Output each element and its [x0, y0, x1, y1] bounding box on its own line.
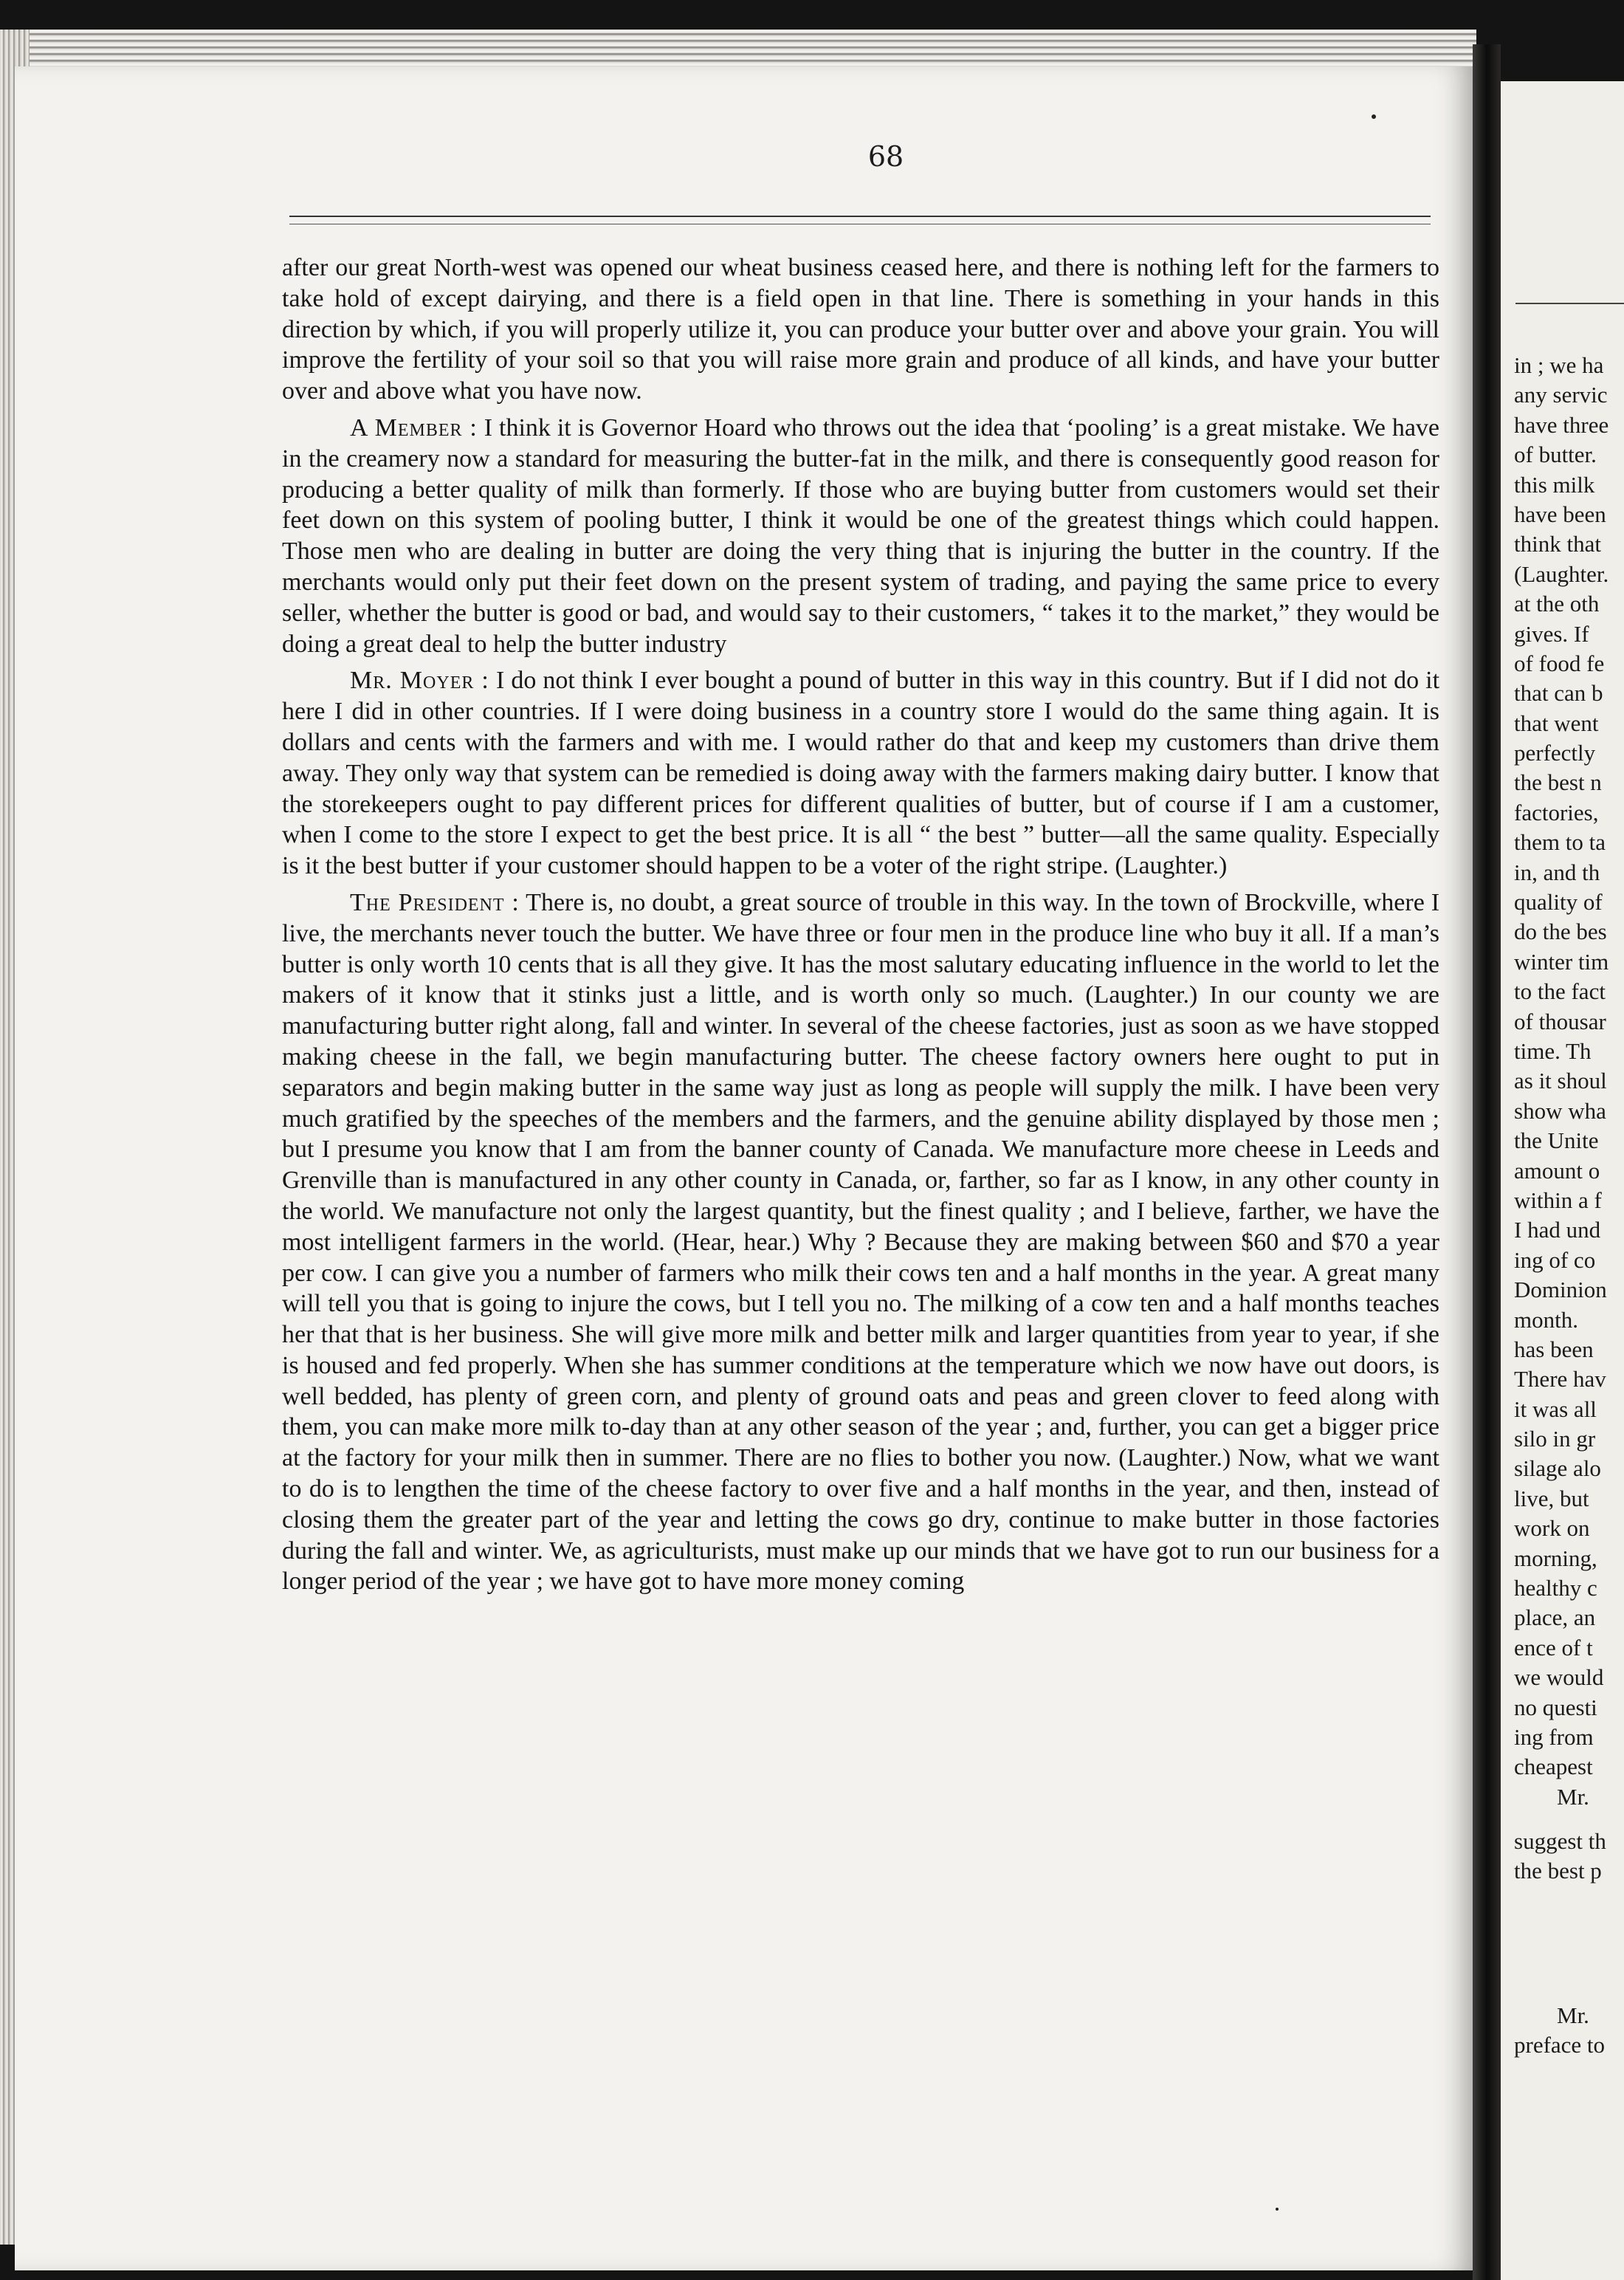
right-page-line: that can b [1514, 680, 1603, 707]
right-page-line: Mr. [1557, 1783, 1589, 1810]
right-page-line: of butter. [1514, 442, 1597, 468]
right-page-line: live, but [1514, 1485, 1589, 1511]
right-page-line: within a f [1514, 1187, 1602, 1213]
right-page-line: of thousar [1514, 1008, 1606, 1034]
right-page-line: the best p [1514, 1858, 1602, 1884]
right-page-line: quality of [1514, 889, 1603, 916]
right-page-line: morning, [1514, 1545, 1597, 1571]
right-page-line: Mr. [1557, 2002, 1589, 2028]
paragraph [282, 665, 1439, 882]
right-page-line: There hav [1514, 1366, 1606, 1393]
right-page-line: has been [1514, 1336, 1594, 1362]
right-page-line: at the oth [1514, 591, 1600, 617]
paragraph-text: There is, no doubt, a great source of trouble in this way. In the town of Brockville, where I live, the merchants never touch the butter. We have three or four men in the produce line who buy it all. If a man’s butter is only worth 10 cents that is all they give. It has the most salutary educating influence in the world to let the makers of it know that it stinks just a little, and is worth only so much. (Laughter.) In our county we are manufacturing butter right along, fall and winter. In several of the cheese factories, just as soon as we have stopped making cheese in the fall, we begin manufacturing butter. The cheese factory owners here ought to put in separators and begin making butter in the same way just as long as people will supply the milk. I have been very much gratified by the speeches of the members and the farmers, and the genuine ability displayed by those men ; but I presume you know that I am from the banner county of Canada. We manufacture more cheese in Leeds and Grenville than is manufactured in any other county in Canada, or, farther, so far as I know, in any other county in the world. We manufacture not only the largest quantity, but the finest quality ; and I believe, farther, we have the most intelligent farmers in the world. (Hear, hear.) Why ? Because they are making between $60 and $70 a year per cow. I can give you a number of farmers who milk their cows ten and a half months in the year. A great many will tell you that is going to injure the cows, but I tell you no. The milking of a cow ten and a half months teaches her that that is her business. She will give more milk and better milk and larger quantities from year to year, if she is housed and fed properly. When she has summer conditions at the temperature which we now have out doors, is well bedded, has plenty of green corn, and plenty of ground oats and peas and green clover to feed along with them, you can make more milk to-day than at any other season of the year ; and, further, you can get a bigger price at the factory for your milk then in summer. There are no flies to bother you now. (Laughter.) Now, what we want to do is to lengthen the time of the cheese factory to over five and a half months in the year, and then, instead of closing them the greater part of the year and letting the cows go dry, continue to make butter in those factories during the fall and winter. We, as agriculturists, must make up our minds that we have got to run our business for a longer period of the year ; we have got to have more money coming [282, 888, 1440, 1596]
right-page-line: them to ta [1514, 829, 1606, 856]
right-page-line: to the fact [1514, 978, 1606, 1005]
paragraph [282, 887, 1439, 1597]
right-page-line: suggest th [1514, 1827, 1606, 1854]
right-page-line: that went [1514, 710, 1599, 736]
right-page-line: amount o [1514, 1157, 1600, 1184]
right-page-line: any servic [1514, 382, 1608, 408]
right-page-rule [1515, 303, 1624, 304]
right-page-line: think that [1514, 531, 1601, 557]
right-page-line: ing from [1514, 1723, 1594, 1750]
paragraph-text: I think it is Governor Hoard who throws out the idea that ‘pooling’ is a great mistake. We have in the creamery now a standard for measuring the butter-fat in the milk, and there is consequently good reason for producing a better quality of milk than formerly. If those who are buying butter from customers would set their feet down on this system of pooling butter, I think it would be one of the greatest things which could happen. Those men who are dealing in butter are doing the very thing that is injuring the butter in the country. If the merchants would only put their feet down on the present system of trading, and paying the same price to every seller, whether the butter is good or bad, and would say to their customers, “ takes it to the market,” they would be doing a great deal to help the butter industry [282, 413, 1440, 658]
right-page-lines [1514, 351, 1624, 2060]
right-page-line: cheapest [1514, 1754, 1593, 1780]
right-page-line: as it shoul [1514, 1068, 1607, 1094]
scan-speck [1276, 2208, 1279, 2211]
right-page-line: factories, [1514, 799, 1599, 825]
paragraph [282, 253, 1439, 407]
paragraph-text: after our great North-west was opened our wheat business ceased here, and there is nothing left for the farmers to take hold of except dairying, and there is a field open in that line. There is something in your hands in this direction by which, if you will properly utilize it, you can produce your butter over and above your grain. You will improve the fertility of your soil so that you will raise more grain and produce of all kinds, and have your butter over and above what you have now. [282, 254, 1439, 405]
right-page-line: we would [1514, 1664, 1604, 1691]
right-page-line: do the bes [1514, 918, 1607, 945]
right-page-line: the best n [1514, 769, 1602, 796]
text-column [282, 253, 1439, 1603]
right-page-line: healthy c [1514, 1575, 1597, 1601]
right-page-line: silo in gr [1514, 1426, 1596, 1452]
header-rule [289, 216, 1431, 224]
paragraph-text: I do not think I ever bought a pound of butter in this way in this country. But if I did not do it here I did in other countries. If I were doing business in a country store I would do the same thing again. It is dollars and cents with the farmers and with me. I would rather do that and keep my customers than drive them away. They only way that system can be remedied is doing away with the farmers making dairy butter. I know that the storekeepers ought to pay different prices for different qualities of butter, but of course if I am a customer, when I come to the store I expect to get the best price. It is all “ the best ” butter—all the same quality. Especially is it the best butter if your customer should happen to be a voter of the right stripe. (Laughter.) [282, 667, 1440, 880]
speaker-label: A Member : [350, 413, 478, 442]
book-gutter [1473, 44, 1501, 2280]
right-page-line: perfectly [1514, 740, 1596, 766]
right-page-line: (Laughter. [1514, 560, 1609, 587]
paragraph [282, 413, 1439, 659]
right-page-line: this milk [1514, 471, 1595, 498]
right-page-line: ence of t [1514, 1634, 1593, 1661]
right-page-line: the Unite [1514, 1127, 1599, 1154]
right-page-line: have three [1514, 411, 1609, 438]
right-page-fragment [1501, 81, 1624, 2280]
right-page-line: of food fe [1514, 650, 1605, 676]
page-number: 68 [867, 140, 904, 173]
right-page-line: show wha [1514, 1097, 1606, 1124]
right-page-line: work on [1514, 1515, 1590, 1542]
right-page-line: place, an [1514, 1604, 1596, 1631]
right-page-line: ing of co [1514, 1246, 1596, 1273]
right-page-line: it was all [1514, 1395, 1597, 1422]
right-page-line: month. [1514, 1306, 1578, 1333]
speaker-label: The President : [350, 888, 520, 916]
right-page-line: winter tim [1514, 948, 1609, 975]
speaker-label: Mr. Moyer : [350, 667, 489, 695]
right-page-line: gives. If [1514, 620, 1589, 647]
right-page-gap [1514, 1886, 1624, 2001]
right-page-line: in ; we ha [1514, 352, 1604, 378]
right-page-line: silage alo [1514, 1455, 1601, 1482]
scan-speck [1372, 114, 1376, 119]
right-page-line: have been [1514, 501, 1606, 527]
right-page-line: preface to [1514, 2031, 1606, 2058]
right-page-line: time. Th [1514, 1037, 1592, 1064]
right-page-line: no questi [1514, 1694, 1597, 1720]
right-page-line: in, and th [1514, 859, 1600, 885]
right-page-line: Dominion [1514, 1277, 1607, 1303]
right-page-line: I had und [1514, 1217, 1601, 1243]
